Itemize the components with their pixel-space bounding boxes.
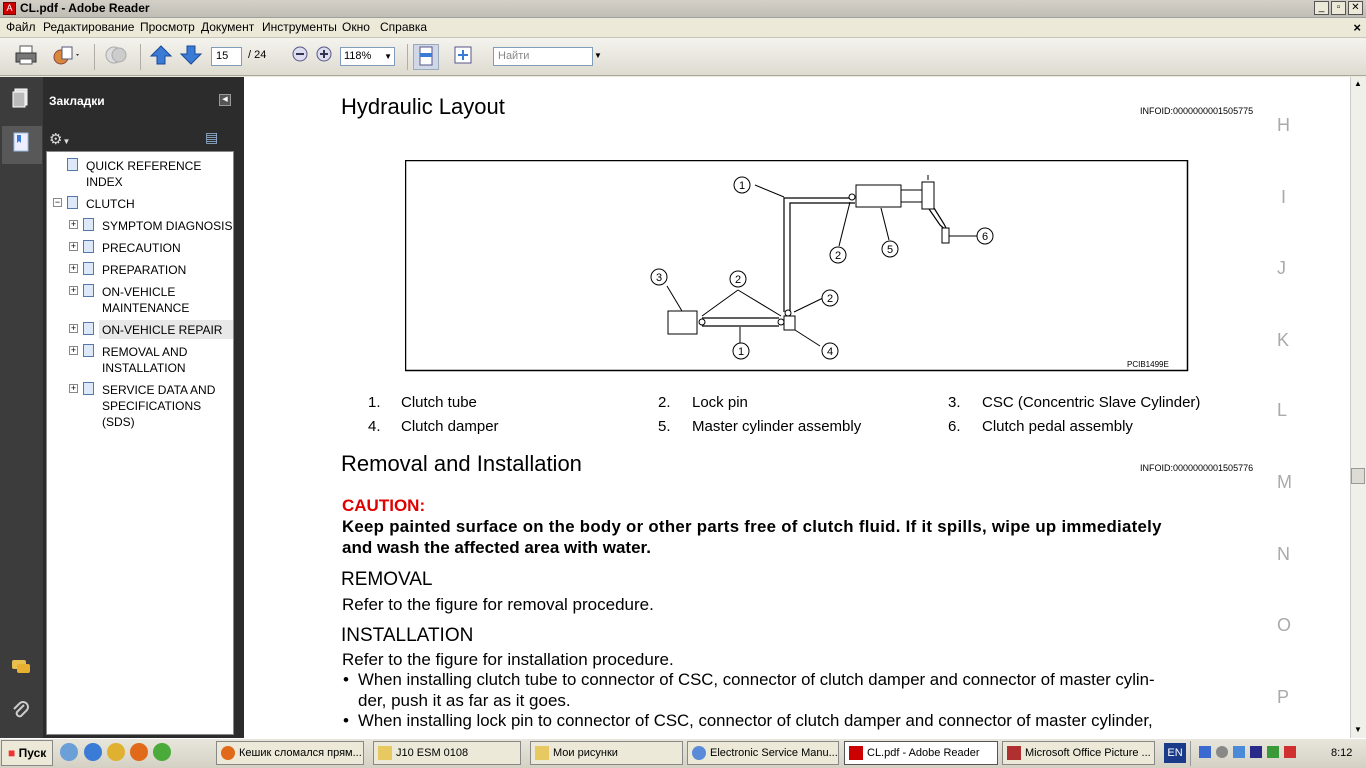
- scroll-down-icon[interactable]: ▼: [1354, 725, 1362, 734]
- legend-num: 4.: [368, 418, 381, 435]
- callout-6: 6: [981, 231, 989, 243]
- legend-text: Master cylinder assembly: [692, 418, 862, 435]
- bookmark-icon: [83, 344, 94, 357]
- next-page-icon[interactable]: [178, 44, 204, 70]
- zoom-out-icon[interactable]: [287, 44, 313, 70]
- installation-heading: INSTALLATION: [341, 625, 474, 646]
- callout-2-mc: 2: [834, 250, 842, 262]
- language-indicator[interactable]: EN: [1164, 743, 1186, 763]
- bookmarks-icon[interactable]: [7, 131, 35, 159]
- zoom-select[interactable]: [340, 47, 395, 66]
- bookmark-label: SERVICE DATA AND: [102, 383, 216, 397]
- installation-text: Refer to the figure for installation procedure.: [342, 650, 674, 669]
- internet-explorer-icon[interactable]: [84, 743, 102, 761]
- task-label: CL.pdf - Adobe Reader: [867, 747, 980, 759]
- collapse-icon[interactable]: −: [54, 197, 61, 207]
- callout-1-bottom: 1: [737, 346, 745, 358]
- bullet-text: When installing lock pin to connector of CSC, connector of clutch damper and connector of master cylinder,: [358, 711, 1153, 730]
- bookmark-label: ON-VEHICLE: [102, 285, 176, 299]
- caution-text: and wash the affected area with water.: [342, 538, 651, 557]
- side-index-letter: N: [1277, 544, 1290, 564]
- side-index-letter: J: [1277, 258, 1286, 278]
- side-index-letter: K: [1277, 330, 1290, 350]
- pages-icon[interactable]: [7, 87, 35, 115]
- tray-app-icon[interactable]: [1267, 746, 1279, 758]
- utility-icon[interactable]: [153, 743, 171, 761]
- folder-icon: [378, 746, 392, 760]
- attachments-icon[interactable]: [7, 700, 35, 728]
- chevron-down-icon[interactable]: ▼: [594, 51, 602, 60]
- menu-document[interactable]: Документ: [201, 20, 255, 34]
- toolbar: [0, 38, 1366, 76]
- callout-2-damper: 2: [826, 293, 834, 305]
- menu-help[interactable]: Справка: [380, 20, 428, 34]
- find-input[interactable]: Найти: [493, 47, 593, 66]
- hydraulic-layout-figure: [405, 160, 1189, 372]
- start-label: Пуск: [18, 746, 47, 760]
- taskbar-item-office-picture[interactable]: [1002, 741, 1155, 765]
- bookmark-icon: [83, 240, 94, 253]
- start-button[interactable]: [1, 740, 53, 766]
- browser-icon: [692, 746, 706, 760]
- callout-1-top: 1: [738, 180, 746, 192]
- taskbar-item-firefox[interactable]: [216, 741, 364, 765]
- side-index-letter: H: [1277, 115, 1290, 135]
- task-label: J10 ESM 0108: [396, 747, 469, 759]
- picture-manager-icon: [1007, 746, 1021, 760]
- firefox-icon[interactable]: [130, 743, 148, 761]
- side-index-letter: O: [1277, 615, 1292, 635]
- chrome-icon[interactable]: [107, 743, 125, 761]
- page-number-input[interactable]: 15: [211, 47, 242, 66]
- navigation-rail: [0, 77, 43, 738]
- task-label: Microsoft Office Picture ...: [1025, 747, 1151, 759]
- callout-4: 4: [826, 346, 834, 358]
- minimize-button[interactable]: _: [1314, 1, 1329, 15]
- toolbar-separator: [407, 44, 408, 70]
- tray-app-icon[interactable]: [1233, 746, 1245, 758]
- title-bar: [0, 0, 1366, 18]
- bullet: •: [343, 670, 349, 689]
- menu-bar: [0, 18, 1366, 38]
- windows-logo-icon: ■: [8, 746, 16, 760]
- toolbar-separator: [94, 44, 95, 70]
- taskbar-item-adobe-reader[interactable]: [844, 741, 998, 765]
- bookmark-symptom-diagnosis[interactable]: SYMPTOM DIAGNOSIS: [102, 219, 233, 233]
- figure-code: PCIB1499E: [1127, 360, 1169, 369]
- legend-num: 6.: [948, 418, 961, 435]
- collaborate-icon[interactable]: [103, 44, 129, 70]
- previous-page-icon[interactable]: [148, 44, 174, 70]
- adobe-reader-icon: A: [3, 2, 16, 15]
- expand-bookmark-icon[interactable]: ▤: [205, 129, 219, 145]
- expand-icon[interactable]: +: [70, 383, 77, 393]
- bookmark-label: REMOVAL AND: [102, 345, 188, 359]
- bookmark-label: MAINTENANCE: [102, 301, 190, 315]
- expand-icon[interactable]: +: [70, 219, 77, 229]
- restore-button[interactable]: ▫: [1331, 1, 1346, 15]
- bookmark-label: SPECIFICATIONS: [102, 399, 202, 413]
- create-pdf-icon[interactable]: [50, 44, 76, 70]
- bookmark-service-data[interactable]: [102, 382, 215, 430]
- bookmark-clutch[interactable]: CLUTCH: [86, 197, 135, 211]
- expand-icon[interactable]: +: [70, 345, 77, 355]
- fit-page-icon[interactable]: [450, 44, 476, 70]
- bookmark-tree: [46, 151, 234, 735]
- window-title: CL.pdf - Adobe Reader: [20, 1, 150, 15]
- folder-icon: [535, 746, 549, 760]
- page-total: / 24: [248, 49, 267, 61]
- scroll-thumb[interactable]: [1351, 468, 1365, 484]
- caution-label: CAUTION:: [342, 496, 426, 515]
- chevron-down-icon: ▼: [384, 52, 392, 61]
- bullet-text: When installing clutch tube to connector of CSC, connector of clutch damper and connector of master cylin-: [358, 670, 1155, 689]
- menu-edit[interactable]: Редактирование: [43, 20, 135, 34]
- callout-2-csc: 2: [734, 274, 742, 286]
- legend-text: Clutch tube: [401, 394, 477, 411]
- callout-5: 5: [886, 244, 894, 256]
- side-index-letter: I: [1281, 187, 1287, 207]
- adobe-reader-icon: [849, 746, 863, 760]
- close-document-icon[interactable]: ×: [1353, 20, 1361, 35]
- clock: 8:12: [1331, 747, 1353, 759]
- fit-width-icon[interactable]: [413, 44, 439, 70]
- legend-num: 5.: [658, 418, 671, 435]
- info-id: INFOID:0000000001505776: [1140, 463, 1254, 473]
- side-index-letter: P: [1277, 687, 1290, 707]
- bookmark-icon: [83, 262, 94, 275]
- print-icon[interactable]: [13, 44, 39, 70]
- comments-icon[interactable]: [7, 657, 35, 685]
- bookmark-precaution[interactable]: PRECAUTION: [102, 241, 181, 255]
- taskbar-item-my-pictures[interactable]: [530, 741, 683, 765]
- menu-tools[interactable]: Инструменты: [262, 20, 337, 34]
- menu-window[interactable]: Окно: [342, 20, 370, 34]
- volume-icon[interactable]: [1216, 746, 1228, 758]
- taskbar-item-folder-j10[interactable]: [373, 741, 521, 765]
- expand-icon[interactable]: +: [70, 323, 77, 333]
- expand-icon[interactable]: +: [70, 285, 77, 295]
- vertical-scrollbar[interactable]: [1350, 77, 1366, 738]
- network-icon[interactable]: [1199, 746, 1211, 758]
- firefox-icon: [221, 746, 235, 760]
- task-label: Мои рисунки: [553, 747, 618, 759]
- scroll-up-icon[interactable]: ▲: [1354, 79, 1362, 88]
- show-desktop-icon[interactable]: [60, 743, 78, 761]
- zoom-in-icon[interactable]: [311, 44, 337, 70]
- side-index-letter: M: [1277, 472, 1292, 492]
- bookmark-label: (SDS): [102, 415, 135, 429]
- bookmark-icon: [83, 382, 94, 395]
- bookmark-icon: [83, 218, 94, 231]
- section-title: Hydraulic Layout: [341, 94, 505, 119]
- task-label: Кешик сломался прям...: [239, 747, 362, 759]
- legend-text: Clutch pedal assembly: [982, 418, 1133, 435]
- bookmark-icon: [83, 322, 94, 335]
- bookmark-icon: [67, 158, 78, 171]
- expand-icon[interactable]: +: [70, 263, 77, 273]
- taskbar-item-esm[interactable]: [687, 741, 839, 765]
- legend-text: Lock pin: [692, 394, 748, 411]
- bookmark-on-vehicle-maintenance[interactable]: [102, 284, 189, 316]
- gear-icon[interactable]: ⚙▼: [49, 131, 71, 148]
- callout-3: 3: [655, 272, 663, 284]
- menu-file[interactable]: Файл: [6, 20, 36, 34]
- bullet-text: der, push it as far as it goes.: [358, 691, 571, 710]
- panel-splitter[interactable]: [236, 77, 244, 738]
- info-id: INFOID:0000000001505775: [1140, 106, 1254, 116]
- antivirus-icon[interactable]: [1284, 746, 1296, 758]
- caution-text: Keep painted surface on the body or other parts free of clutch fluid. If it spills, wipe up immediately: [342, 517, 1162, 536]
- bookmark-icon: [83, 284, 94, 297]
- taskbar: [0, 738, 1366, 768]
- expand-icon[interactable]: +: [70, 241, 77, 251]
- bookmarks-title: Закладки: [49, 94, 105, 108]
- bookmark-label: INSTALLATION: [102, 361, 186, 375]
- removal-text: Refer to the figure for removal procedure.: [342, 595, 654, 614]
- bookmark-removal-installation[interactable]: [102, 344, 187, 376]
- legend-text: Clutch damper: [401, 418, 499, 435]
- bookmark-icon: [67, 196, 78, 209]
- side-index-letter: L: [1277, 400, 1288, 420]
- zoom-value: 118%: [344, 50, 372, 62]
- legend-num: 1.: [368, 394, 381, 411]
- bookmark-preparation[interactable]: PREPARATION: [102, 263, 187, 277]
- bookmark-quick-reference[interactable]: [86, 158, 201, 190]
- bookmark-label: QUICK REFERENCE: [86, 159, 202, 173]
- collapse-panel-icon[interactable]: ◀: [219, 94, 231, 106]
- section-title: Removal and Installation: [341, 451, 582, 476]
- bookmark-label: INDEX: [86, 175, 123, 189]
- legend-text: CSC (Concentric Slave Cylinder): [982, 394, 1201, 411]
- tray-app-icon[interactable]: [1250, 746, 1262, 758]
- toolbar-separator: [140, 44, 141, 70]
- task-label: Electronic Service Manu...: [710, 747, 838, 759]
- removal-heading: REMOVAL: [341, 569, 433, 590]
- legend-num: 3.: [948, 394, 961, 411]
- menu-view[interactable]: Просмотр: [140, 20, 195, 34]
- close-button[interactable]: ✕: [1348, 1, 1363, 15]
- bullet: •: [343, 711, 349, 730]
- bookmark-on-vehicle-repair[interactable]: ON-VEHICLE REPAIR: [102, 323, 223, 337]
- legend-num: 2.: [658, 394, 671, 411]
